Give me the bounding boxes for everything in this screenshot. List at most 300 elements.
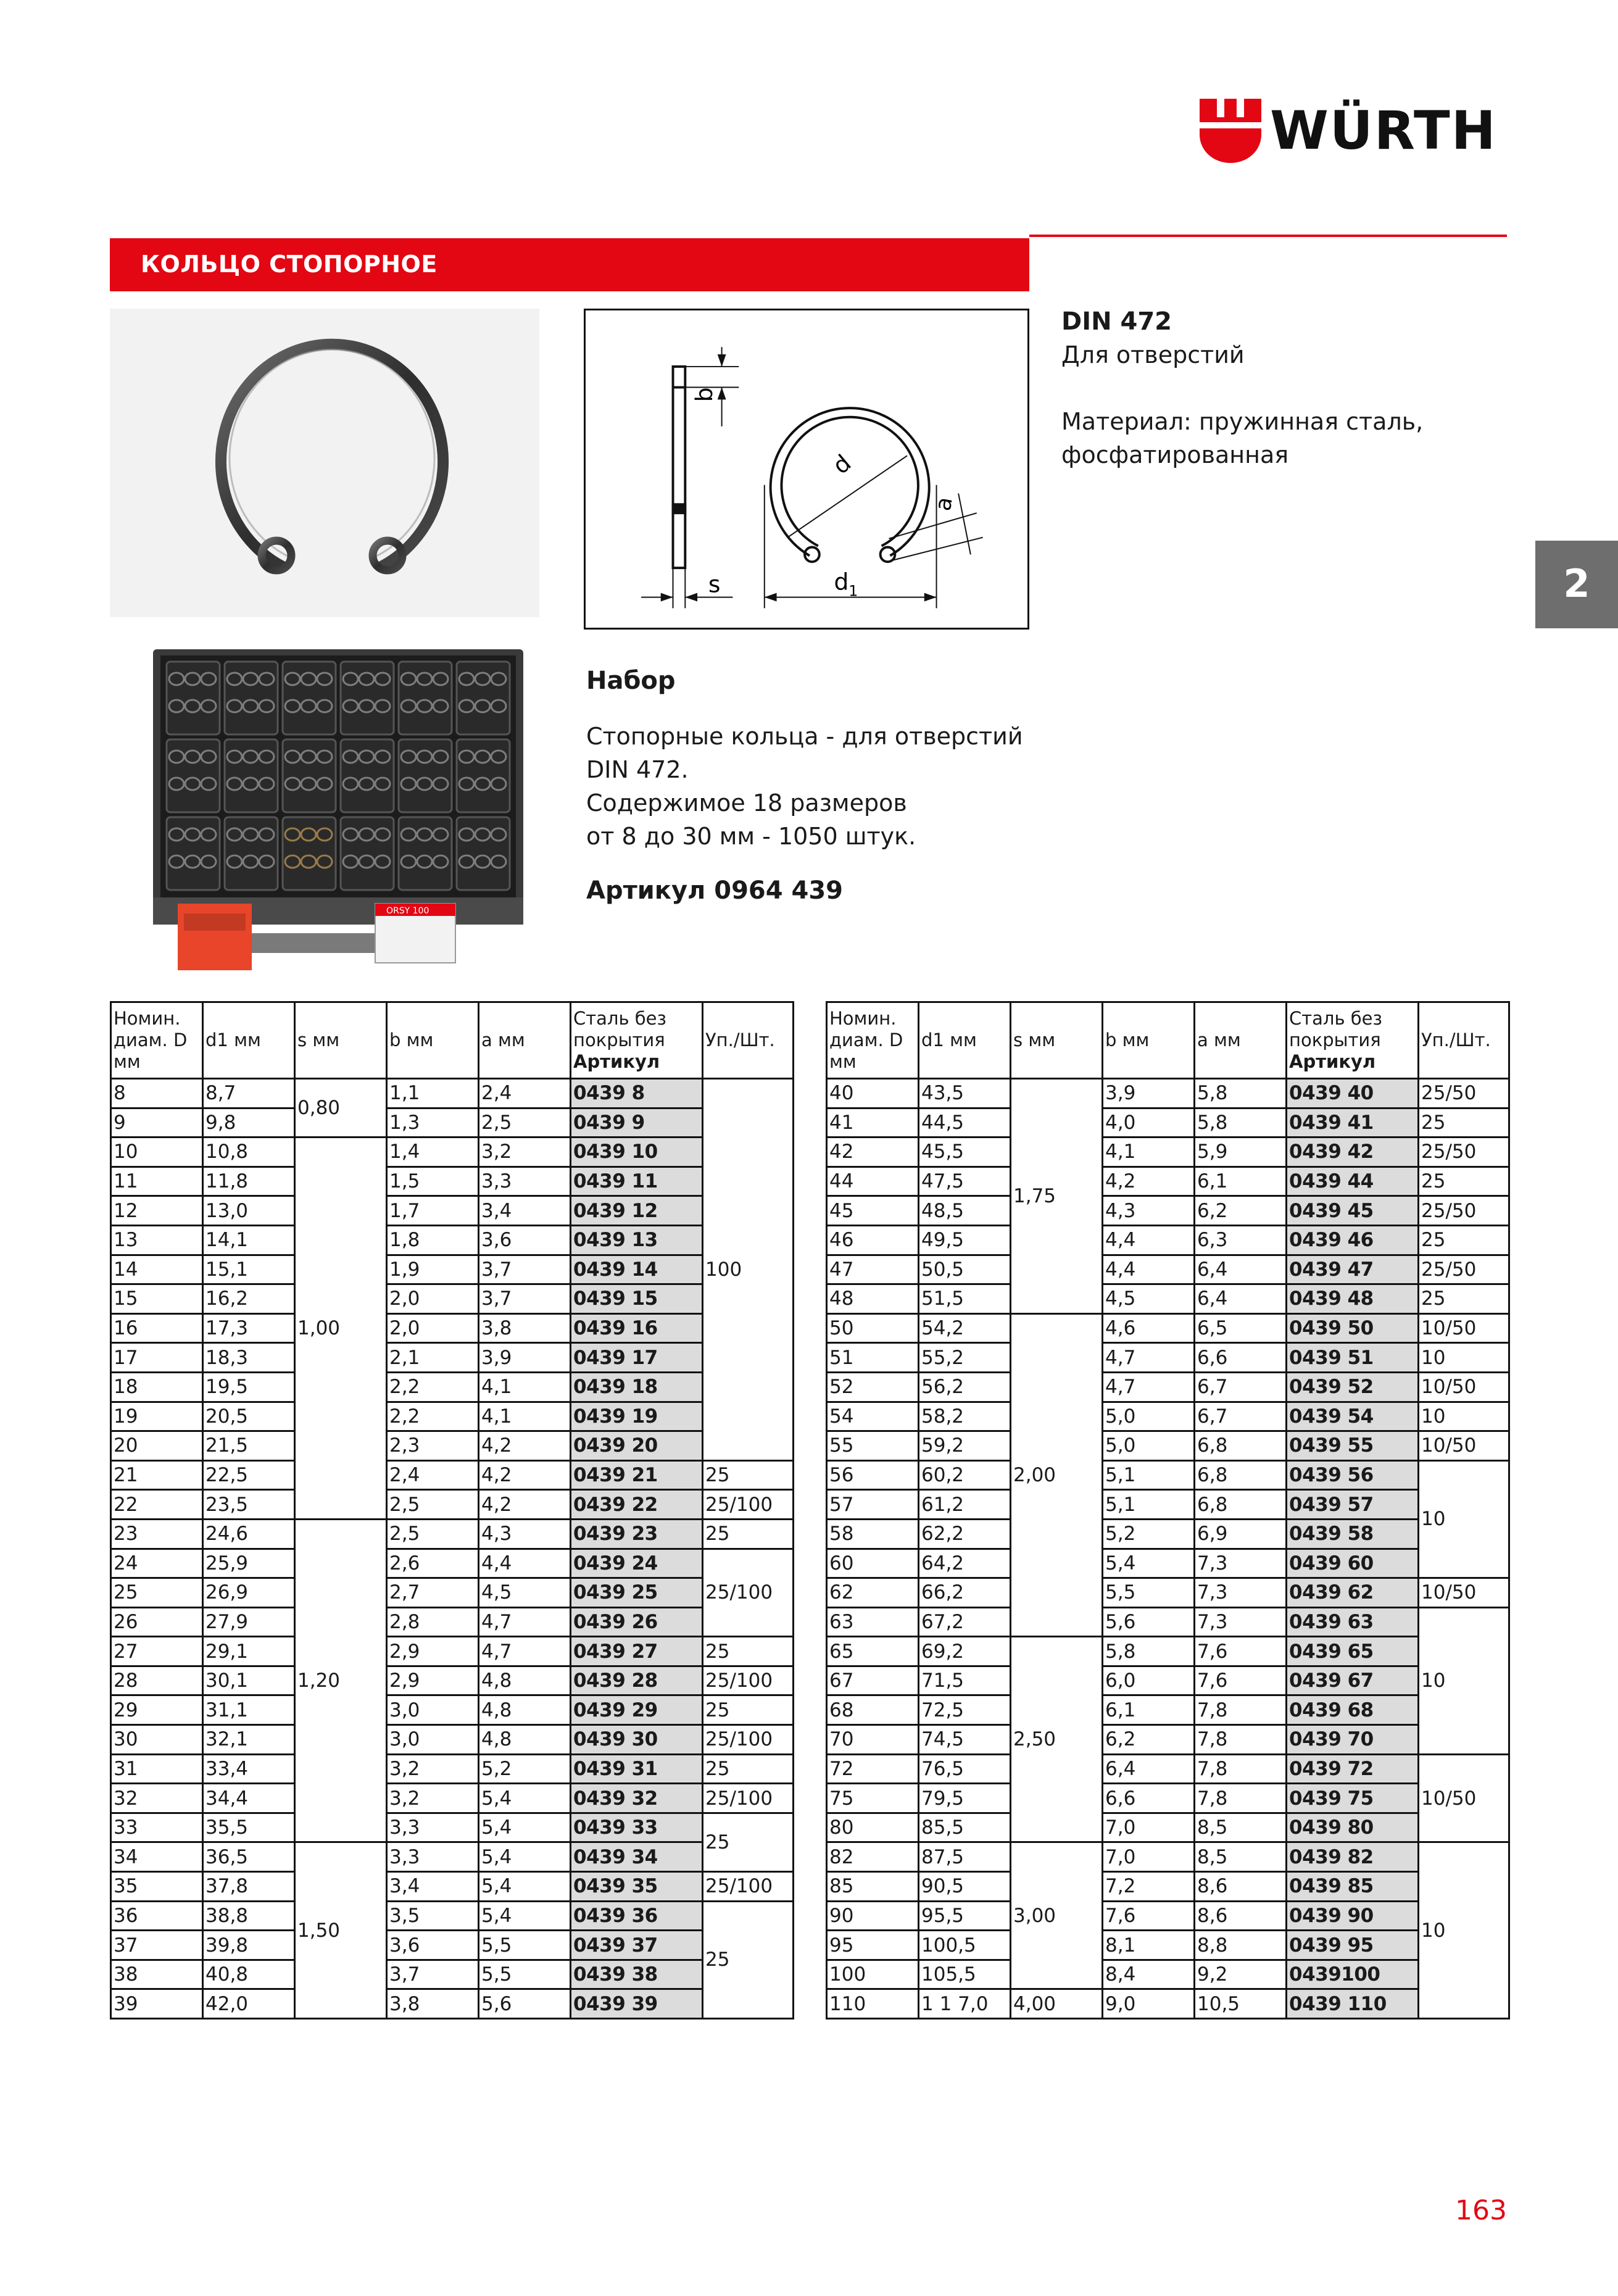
cell-s: 1,00 bbox=[295, 1138, 387, 1520]
cell-article: 0439 40 bbox=[1287, 1079, 1419, 1108]
table-row bbox=[827, 1079, 1509, 1108]
cell-d1: 29,1 bbox=[203, 1637, 295, 1666]
kit-title: Набор bbox=[586, 667, 676, 695]
cell-d1: 42,0 bbox=[203, 1989, 295, 2019]
cell-b: 5,8 bbox=[1103, 1637, 1195, 1666]
table-row bbox=[827, 1255, 1509, 1284]
cell-nominal-diameter: 9 bbox=[111, 1108, 203, 1138]
cell-pack: 10/50 bbox=[1419, 1372, 1509, 1402]
table-row bbox=[827, 1754, 1509, 1784]
cell-b: 4,7 bbox=[1103, 1343, 1195, 1373]
cell-article: 0439 48 bbox=[1287, 1284, 1419, 1314]
cell-pack: 25 bbox=[703, 1637, 794, 1666]
col-nominal-diameter: Номин. диам. D мм bbox=[111, 1002, 203, 1079]
cell-article: 0439 14 bbox=[571, 1255, 703, 1284]
cell-nominal-diameter: 10 bbox=[111, 1138, 203, 1167]
cell-b: 5,2 bbox=[1103, 1519, 1195, 1549]
cell-b: 2,5 bbox=[387, 1519, 479, 1549]
table-row bbox=[111, 1960, 794, 1989]
cell-a: 7,8 bbox=[1195, 1695, 1287, 1725]
cell-a: 5,5 bbox=[479, 1960, 571, 1989]
cell-b: 4,3 bbox=[1103, 1196, 1195, 1226]
col-nominal-diameter: Номин. диам. D мм bbox=[827, 1002, 919, 1079]
technical-drawing bbox=[584, 309, 1029, 630]
table-row bbox=[111, 1402, 794, 1431]
table-row bbox=[827, 1196, 1509, 1226]
cell-article: 0439 28 bbox=[571, 1666, 703, 1695]
cell-article: 0439 29 bbox=[571, 1695, 703, 1725]
cell-nominal-diameter: 50 bbox=[827, 1313, 919, 1343]
cell-nominal-diameter: 90 bbox=[827, 1901, 919, 1931]
cell-article: 0439 55 bbox=[1287, 1431, 1419, 1461]
cell-d1: 9,8 bbox=[203, 1108, 295, 1138]
cell-pack: 10/50 bbox=[1419, 1313, 1509, 1343]
cell-pack: 25/50 bbox=[1419, 1255, 1509, 1284]
table-row bbox=[111, 1431, 794, 1461]
col-s: s мм bbox=[1011, 1002, 1103, 1079]
cell-d1: 59,2 bbox=[919, 1431, 1011, 1461]
cell-d1: 1 1 7,0 bbox=[919, 1989, 1011, 2019]
cell-b: 3,0 bbox=[387, 1725, 479, 1755]
cell-a: 8,8 bbox=[1195, 1931, 1287, 1960]
cell-nominal-diameter: 8 bbox=[111, 1079, 203, 1108]
cell-b: 4,7 bbox=[1103, 1372, 1195, 1402]
cell-pack: 100 bbox=[703, 1079, 794, 1461]
cell-d1: 51,5 bbox=[919, 1284, 1011, 1314]
cell-d1: 30,1 bbox=[203, 1666, 295, 1695]
cell-d1: 58,2 bbox=[919, 1402, 1011, 1431]
table-row bbox=[827, 1431, 1509, 1461]
cell-article: 0439 62 bbox=[1287, 1578, 1419, 1608]
cell-d1: 76,5 bbox=[919, 1754, 1011, 1784]
cell-a: 7,8 bbox=[1195, 1725, 1287, 1755]
cell-article: 0439 9 bbox=[571, 1108, 703, 1138]
cell-b: 6,1 bbox=[1103, 1695, 1195, 1725]
retaining-ring-photo bbox=[110, 309, 539, 617]
cell-b: 1,1 bbox=[387, 1079, 479, 1108]
cell-b: 1,9 bbox=[387, 1255, 479, 1284]
cell-pack: 25/50 bbox=[1419, 1138, 1509, 1167]
table-row bbox=[111, 1666, 794, 1695]
cell-article: 0439 21 bbox=[571, 1460, 703, 1490]
cell-d1: 19,5 bbox=[203, 1372, 295, 1402]
table-row bbox=[827, 1695, 1509, 1725]
spec-table-left bbox=[110, 1001, 794, 2019]
col-pack: Уп./Шт. bbox=[703, 1002, 794, 1079]
cell-a: 4,8 bbox=[479, 1695, 571, 1725]
cell-b: 6,0 bbox=[1103, 1666, 1195, 1695]
cell-article: 0439 13 bbox=[571, 1225, 703, 1255]
cell-d1: 74,5 bbox=[919, 1725, 1011, 1755]
cell-b: 3,5 bbox=[387, 1901, 479, 1931]
cell-d1: 43,5 bbox=[919, 1079, 1011, 1108]
cell-b: 8,1 bbox=[1103, 1931, 1195, 1960]
table-row bbox=[827, 1813, 1509, 1842]
cell-nominal-diameter: 80 bbox=[827, 1813, 919, 1842]
cell-nominal-diameter: 42 bbox=[827, 1138, 919, 1167]
table-row bbox=[111, 1725, 794, 1755]
cell-d1: 60,2 bbox=[919, 1460, 1011, 1490]
cell-a: 4,7 bbox=[479, 1637, 571, 1666]
cell-pack: 25/100 bbox=[703, 1872, 794, 1902]
cell-article: 0439 68 bbox=[1287, 1695, 1419, 1725]
cell-article: 0439 38 bbox=[571, 1960, 703, 1989]
table-row bbox=[111, 1490, 794, 1520]
cell-d1: 66,2 bbox=[919, 1578, 1011, 1608]
cell-a: 3,7 bbox=[479, 1284, 571, 1314]
cell-pack: 25 bbox=[1419, 1284, 1509, 1314]
cell-a: 5,8 bbox=[1195, 1079, 1287, 1108]
cell-pack: 25 bbox=[703, 1519, 794, 1549]
header-rule bbox=[1029, 235, 1507, 237]
cell-a: 8,5 bbox=[1195, 1813, 1287, 1842]
cell-b: 7,0 bbox=[1103, 1813, 1195, 1842]
cell-b: 5,0 bbox=[1103, 1431, 1195, 1461]
cell-a: 3,7 bbox=[479, 1255, 571, 1284]
table-row bbox=[827, 1284, 1509, 1314]
cell-b: 1,3 bbox=[387, 1108, 479, 1138]
spec-table-right bbox=[826, 1001, 1510, 2019]
cell-article: 0439 27 bbox=[571, 1637, 703, 1666]
cell-b: 2,3 bbox=[387, 1431, 479, 1461]
cell-b: 3,2 bbox=[387, 1784, 479, 1813]
table-row bbox=[827, 1490, 1509, 1520]
page-number: 163 bbox=[1455, 2195, 1507, 2226]
cell-b: 3,7 bbox=[387, 1960, 479, 1989]
table-row bbox=[111, 1578, 794, 1608]
cell-b: 4,4 bbox=[1103, 1255, 1195, 1284]
table-row bbox=[111, 1108, 794, 1138]
cell-b: 3,0 bbox=[387, 1695, 479, 1725]
material-line-1: Материал: пружинная сталь, bbox=[1061, 408, 1424, 435]
cell-nominal-diameter: 85 bbox=[827, 1872, 919, 1902]
kit-article-number: Артикул 0964 439 bbox=[586, 876, 843, 905]
label-a: a bbox=[930, 495, 958, 513]
cell-s: 1,20 bbox=[295, 1519, 387, 1842]
cell-b: 1,4 bbox=[387, 1138, 479, 1167]
cell-s: 1,50 bbox=[295, 1842, 387, 2019]
cell-article: 0439 52 bbox=[1287, 1372, 1419, 1402]
table-row bbox=[111, 1784, 794, 1813]
kit-line-2: DIN 472. bbox=[586, 756, 689, 783]
label-d1: d bbox=[834, 568, 849, 596]
cell-b: 5,4 bbox=[1103, 1549, 1195, 1578]
table-row bbox=[111, 1607, 794, 1637]
cell-pack: 25/100 bbox=[703, 1666, 794, 1695]
cell-pack: 25 bbox=[703, 1813, 794, 1871]
cell-nominal-diameter: 72 bbox=[827, 1754, 919, 1784]
cell-article: 0439 56 bbox=[1287, 1460, 1419, 1490]
table-row bbox=[827, 1931, 1509, 1960]
cell-d1: 25,9 bbox=[203, 1549, 295, 1578]
cell-nominal-diameter: 38 bbox=[111, 1960, 203, 1989]
cell-a: 4,8 bbox=[479, 1666, 571, 1695]
cell-article: 0439 34 bbox=[571, 1842, 703, 1872]
cell-b: 4,0 bbox=[1103, 1108, 1195, 1138]
cell-a: 3,9 bbox=[479, 1343, 571, 1373]
cell-b: 2,0 bbox=[387, 1313, 479, 1343]
col-b: b мм bbox=[387, 1002, 479, 1079]
cell-d1: 54,2 bbox=[919, 1313, 1011, 1343]
cell-b: 4,4 bbox=[1103, 1225, 1195, 1255]
cell-nominal-diameter: 30 bbox=[111, 1725, 203, 1755]
cell-nominal-diameter: 55 bbox=[827, 1431, 919, 1461]
cell-d1: 100,5 bbox=[919, 1931, 1011, 1960]
wurth-logo bbox=[1200, 99, 1516, 163]
cell-nominal-diameter: 11 bbox=[111, 1167, 203, 1196]
assortment-box-icon bbox=[110, 649, 542, 970]
cell-b: 3,9 bbox=[1103, 1079, 1195, 1108]
cell-nominal-diameter: 34 bbox=[111, 1842, 203, 1872]
cell-article: 0439 42 bbox=[1287, 1138, 1419, 1167]
col-b: b мм bbox=[1103, 1002, 1195, 1079]
cell-d1: 32,1 bbox=[203, 1725, 295, 1755]
cell-b: 5,6 bbox=[1103, 1607, 1195, 1637]
table-row bbox=[827, 1138, 1509, 1167]
table-row bbox=[827, 1960, 1509, 1989]
cell-a: 4,2 bbox=[479, 1460, 571, 1490]
cell-article: 0439 63 bbox=[1287, 1607, 1419, 1637]
cell-nominal-diameter: 22 bbox=[111, 1490, 203, 1520]
cell-a: 7,3 bbox=[1195, 1578, 1287, 1608]
table-header-row bbox=[827, 1002, 1509, 1079]
cell-a: 3,4 bbox=[479, 1196, 571, 1226]
cell-s: 2,50 bbox=[1011, 1637, 1103, 1842]
cell-b: 5,1 bbox=[1103, 1490, 1195, 1520]
table-row bbox=[827, 1402, 1509, 1431]
cell-nominal-diameter: 60 bbox=[827, 1549, 919, 1578]
col-article: Сталь без покрытия Артикул bbox=[1287, 1002, 1419, 1079]
table-row bbox=[827, 1167, 1509, 1196]
cell-d1: 55,2 bbox=[919, 1343, 1011, 1373]
cell-nominal-diameter: 12 bbox=[111, 1196, 203, 1226]
cell-article: 0439 19 bbox=[571, 1402, 703, 1431]
cell-nominal-diameter: 28 bbox=[111, 1666, 203, 1695]
cell-b: 4,6 bbox=[1103, 1313, 1195, 1343]
cell-b: 3,3 bbox=[387, 1842, 479, 1872]
cell-b: 2,2 bbox=[387, 1372, 479, 1402]
cell-pack: 10 bbox=[1419, 1343, 1509, 1373]
cell-article: 0439 41 bbox=[1287, 1108, 1419, 1138]
table-row bbox=[111, 1225, 794, 1255]
cell-article: 0439 35 bbox=[571, 1872, 703, 1902]
cell-article: 0439 33 bbox=[571, 1813, 703, 1842]
cell-pack: 25/100 bbox=[703, 1725, 794, 1755]
cell-d1: 85,5 bbox=[919, 1813, 1011, 1842]
cell-nominal-diameter: 70 bbox=[827, 1725, 919, 1755]
cell-b: 3,3 bbox=[387, 1813, 479, 1842]
page-title: КОЛЬЦО СТОПОРНОЕ bbox=[141, 251, 438, 278]
label-d1-subscript: 1 bbox=[848, 582, 858, 600]
cell-nominal-diameter: 57 bbox=[827, 1490, 919, 1520]
cell-nominal-diameter: 56 bbox=[827, 1460, 919, 1490]
table-row bbox=[111, 1255, 794, 1284]
cell-pack: 25/100 bbox=[703, 1490, 794, 1520]
cell-a: 4,1 bbox=[479, 1402, 571, 1431]
cell-article: 0439 17 bbox=[571, 1343, 703, 1373]
table-row bbox=[111, 1313, 794, 1343]
cell-d1: 79,5 bbox=[919, 1784, 1011, 1813]
cell-a: 7,8 bbox=[1195, 1784, 1287, 1813]
cell-d1: 39,8 bbox=[203, 1931, 295, 1960]
table-row bbox=[111, 1138, 794, 1167]
table-row bbox=[827, 1313, 1509, 1343]
cell-article: 0439 10 bbox=[571, 1138, 703, 1167]
cell-b: 1,7 bbox=[387, 1196, 479, 1226]
cell-a: 7,3 bbox=[1195, 1607, 1287, 1637]
cell-a: 6,4 bbox=[1195, 1255, 1287, 1284]
table-row bbox=[111, 1460, 794, 1490]
cell-article: 0439 32 bbox=[571, 1784, 703, 1813]
table-row bbox=[111, 1813, 794, 1842]
table-row bbox=[827, 1372, 1509, 1402]
cell-nominal-diameter: 52 bbox=[827, 1372, 919, 1402]
cell-d1: 71,5 bbox=[919, 1666, 1011, 1695]
cell-article: 0439 80 bbox=[1287, 1813, 1419, 1842]
cell-nominal-diameter: 82 bbox=[827, 1842, 919, 1872]
cell-a: 9,2 bbox=[1195, 1960, 1287, 1989]
cell-article: 0439 11 bbox=[571, 1167, 703, 1196]
cell-a: 5,4 bbox=[479, 1813, 571, 1842]
cell-nominal-diameter: 58 bbox=[827, 1519, 919, 1549]
cell-a: 2,5 bbox=[479, 1108, 571, 1138]
cell-nominal-diameter: 62 bbox=[827, 1578, 919, 1608]
cell-article: 0439 82 bbox=[1287, 1842, 1419, 1872]
cell-d1: 64,2 bbox=[919, 1549, 1011, 1578]
cell-article: 0439 16 bbox=[571, 1313, 703, 1343]
cell-nominal-diameter: 65 bbox=[827, 1637, 919, 1666]
ring-dimension-diagram bbox=[586, 310, 1027, 628]
cell-d1: 8,7 bbox=[203, 1079, 295, 1108]
table-row bbox=[111, 1842, 794, 1872]
col-a: a мм bbox=[1195, 1002, 1287, 1079]
col-d1: d1 мм bbox=[919, 1002, 1011, 1079]
cell-a: 4,5 bbox=[479, 1578, 571, 1608]
table-row bbox=[111, 1901, 794, 1931]
cell-nominal-diameter: 54 bbox=[827, 1402, 919, 1431]
cell-d1: 31,1 bbox=[203, 1695, 295, 1725]
cell-d1: 50,5 bbox=[919, 1255, 1011, 1284]
table-row bbox=[827, 1578, 1509, 1608]
cell-article: 0439 15 bbox=[571, 1284, 703, 1314]
cell-nominal-diameter: 13 bbox=[111, 1225, 203, 1255]
cell-a: 5,4 bbox=[479, 1901, 571, 1931]
cell-a: 5,4 bbox=[479, 1872, 571, 1902]
cell-nominal-diameter: 45 bbox=[827, 1196, 919, 1226]
cell-a: 7,3 bbox=[1195, 1549, 1287, 1578]
table-row bbox=[111, 1372, 794, 1402]
cell-s: 2,00 bbox=[1011, 1313, 1103, 1637]
title-bar bbox=[110, 238, 1029, 291]
cell-nominal-diameter: 44 bbox=[827, 1167, 919, 1196]
cell-pack: 10 bbox=[1419, 1842, 1509, 2019]
cell-article: 0439 60 bbox=[1287, 1549, 1419, 1578]
cell-d1: 44,5 bbox=[919, 1108, 1011, 1138]
cell-d1: 69,2 bbox=[919, 1637, 1011, 1666]
table-row bbox=[827, 1108, 1509, 1138]
kit-box-label: ORSY 100 bbox=[386, 906, 429, 916]
cell-article: 0439 65 bbox=[1287, 1637, 1419, 1666]
cell-b: 2,7 bbox=[387, 1578, 479, 1608]
table-row bbox=[827, 1549, 1509, 1578]
cell-nominal-diameter: 33 bbox=[111, 1813, 203, 1842]
cell-article: 0439100 bbox=[1287, 1960, 1419, 1989]
cell-article: 0439 44 bbox=[1287, 1167, 1419, 1196]
cell-nominal-diameter: 46 bbox=[827, 1225, 919, 1255]
cell-b: 2,8 bbox=[387, 1607, 479, 1637]
cell-b: 7,6 bbox=[1103, 1901, 1195, 1931]
cell-b: 7,2 bbox=[1103, 1872, 1195, 1902]
chapter-number: 2 bbox=[1563, 561, 1590, 606]
cell-b: 2,6 bbox=[387, 1549, 479, 1578]
table-row bbox=[827, 1725, 1509, 1755]
cell-nominal-diameter: 68 bbox=[827, 1695, 919, 1725]
cell-article: 0439 72 bbox=[1287, 1754, 1419, 1784]
table-row bbox=[827, 1519, 1509, 1549]
cell-b: 2,9 bbox=[387, 1637, 479, 1666]
cell-a: 3,8 bbox=[479, 1313, 571, 1343]
table-row bbox=[111, 1284, 794, 1314]
label-b: b bbox=[690, 387, 718, 402]
cell-article: 0439 51 bbox=[1287, 1343, 1419, 1373]
cell-d1: 17,3 bbox=[203, 1313, 295, 1343]
cell-b: 6,4 bbox=[1103, 1754, 1195, 1784]
table-row bbox=[111, 1167, 794, 1196]
cell-article: 0439 23 bbox=[571, 1519, 703, 1549]
table-row bbox=[111, 1196, 794, 1226]
chapter-tab[interactable] bbox=[1535, 541, 1618, 628]
label-d: d bbox=[827, 449, 857, 480]
cell-pack: 10 bbox=[1419, 1402, 1509, 1431]
cell-nominal-diameter: 36 bbox=[111, 1901, 203, 1931]
table-row bbox=[827, 1872, 1509, 1902]
cell-b: 4,1 bbox=[1103, 1138, 1195, 1167]
cell-b: 6,2 bbox=[1103, 1725, 1195, 1755]
cell-a: 5,4 bbox=[479, 1842, 571, 1872]
cell-article: 0439 57 bbox=[1287, 1490, 1419, 1520]
cell-a: 8,6 bbox=[1195, 1872, 1287, 1902]
cell-article: 0439 50 bbox=[1287, 1313, 1419, 1343]
cell-s: 4,00 bbox=[1011, 1989, 1103, 2019]
cell-article: 0439 58 bbox=[1287, 1519, 1419, 1549]
cell-pack: 25 bbox=[1419, 1108, 1509, 1138]
cell-d1: 62,2 bbox=[919, 1519, 1011, 1549]
cell-nominal-diameter: 14 bbox=[111, 1255, 203, 1284]
cell-nominal-diameter: 35 bbox=[111, 1872, 203, 1902]
cell-s: 0,80 bbox=[295, 1079, 387, 1138]
cell-d1: 23,5 bbox=[203, 1490, 295, 1520]
brand-name: WÜRTH bbox=[1270, 100, 1497, 162]
cell-d1: 13,0 bbox=[203, 1196, 295, 1226]
cell-d1: 27,9 bbox=[203, 1607, 295, 1637]
cell-d1: 48,5 bbox=[919, 1196, 1011, 1226]
cell-nominal-diameter: 26 bbox=[111, 1607, 203, 1637]
cell-d1: 37,8 bbox=[203, 1872, 295, 1902]
kit-line-1: Стопорные кольца - для отверстий bbox=[586, 723, 1023, 750]
cell-b: 5,1 bbox=[1103, 1460, 1195, 1490]
cell-nominal-diameter: 27 bbox=[111, 1637, 203, 1666]
cell-a: 4,7 bbox=[479, 1607, 571, 1637]
cell-d1: 20,5 bbox=[203, 1402, 295, 1431]
cell-nominal-diameter: 51 bbox=[827, 1343, 919, 1373]
cell-nominal-diameter: 20 bbox=[111, 1431, 203, 1461]
cell-pack: 10/50 bbox=[1419, 1431, 1509, 1461]
table-row bbox=[827, 1842, 1509, 1872]
table-row bbox=[827, 1989, 1509, 2019]
table-row bbox=[111, 1989, 794, 2019]
material-line-2: фосфатированная bbox=[1061, 441, 1289, 468]
cell-b: 2,1 bbox=[387, 1343, 479, 1373]
